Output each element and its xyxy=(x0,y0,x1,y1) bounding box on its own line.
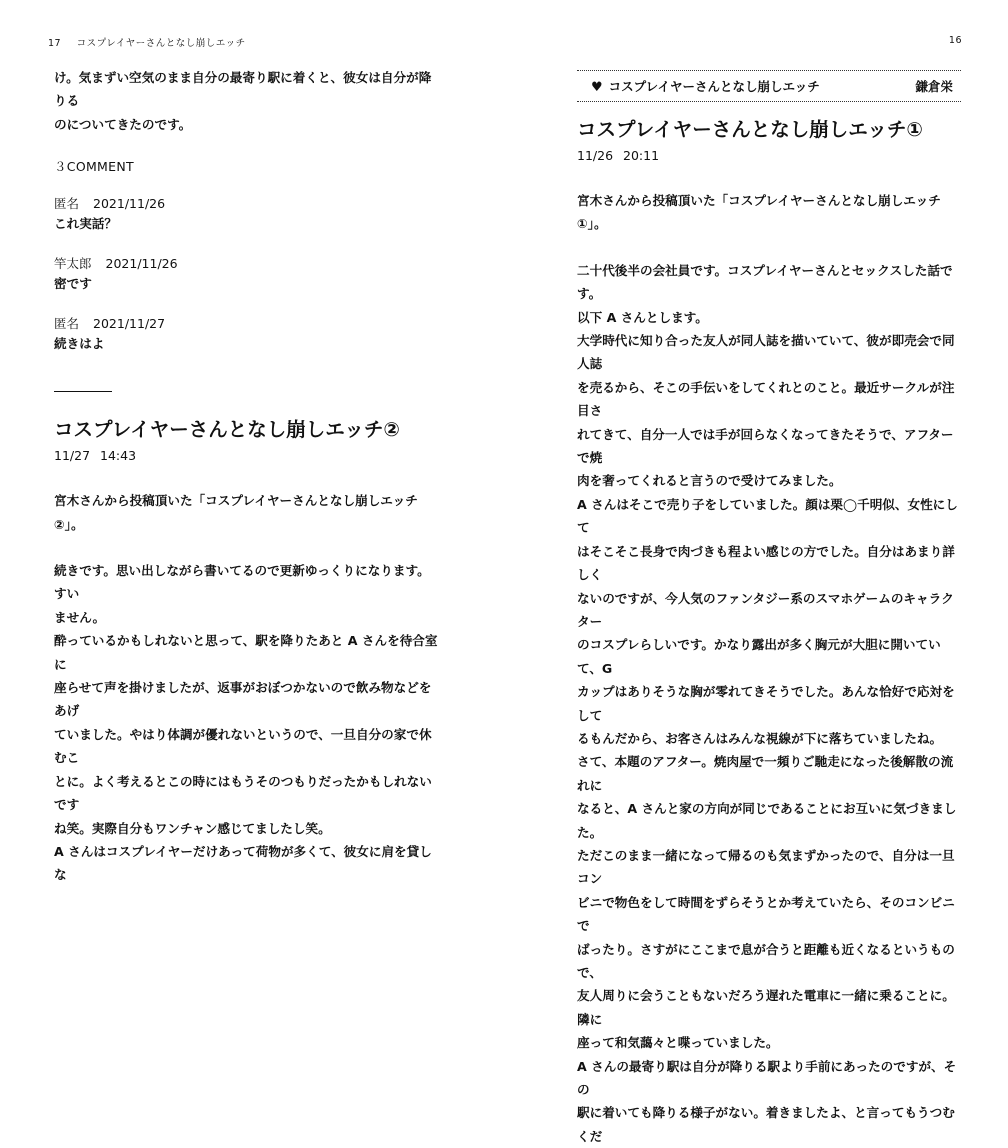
comment-text: 続きはよ xyxy=(54,336,105,352)
comment-author: 匿名 xyxy=(54,196,80,212)
post-title: コスプレイヤーさんとなし崩しエッチ② xyxy=(54,418,400,442)
body-line: 駅に着いても降りる様子がない。着きましたよ、と言ってもうつむくだ xyxy=(577,1105,955,1144)
comment-date: 2021/11/26 xyxy=(105,256,178,272)
comment-text: 密です xyxy=(54,276,92,292)
body-line: ていました。やはり体調が優れないというので、一旦自分の家で休むこ xyxy=(54,726,432,766)
banner-title: コスプレイヤーさんとなし崩しエッチ xyxy=(608,79,820,94)
right-page-number: 16 xyxy=(948,35,962,46)
body-line: れてきて、自分一人では手が回らなくなってきたそうで、アフターで焼 xyxy=(577,426,954,466)
blog-banner xyxy=(577,70,961,102)
left-page-number: 17 xyxy=(48,38,62,49)
post-lead: 宮木さんから投稿頂いた「コスプレイヤーさんとなし崩しエッチ②」。 xyxy=(54,493,418,532)
comment-meta xyxy=(54,315,438,333)
body-line: ないのですが、今人気のファンタジー系のスマホゲームのキャラクター xyxy=(577,590,954,629)
comment-text: これ実話？ xyxy=(54,216,117,232)
section-divider xyxy=(54,391,112,392)
comment-meta xyxy=(54,195,438,213)
post-date: 11/27 xyxy=(54,448,91,464)
left-column xyxy=(54,66,438,887)
comment-author: 匿名 xyxy=(54,316,80,332)
body-line: 以下 A さんとします。 xyxy=(577,309,708,325)
body-line: A さんはコスプレイヤーだけあって荷物が多くて、彼女に肩を貸しな xyxy=(54,843,432,883)
comment-date: 2021/11/27 xyxy=(93,316,166,332)
comment-date: 2021/11/26 xyxy=(93,196,166,212)
body-line: ません。 xyxy=(54,609,106,625)
post-datetime xyxy=(577,146,961,166)
post-time: 14:43 xyxy=(100,448,137,464)
post-time: 20:11 xyxy=(623,148,660,163)
post-title: コスプレイヤーさんとなし崩しエッチ① xyxy=(577,118,923,141)
body-line: 座って和気藹々と喋っていました。 xyxy=(577,1035,779,1051)
body-line: るもんだから、お客さんはみんな視線が下に落ちていましたね。 xyxy=(577,730,943,746)
intro-line: け。気まずい空気のまま自分の最寄り駅に着くと、彼女は自分が降りる xyxy=(54,70,432,109)
body-line: なると、A さんと家の方向が同じであることにお互いに気づきました。 xyxy=(577,801,957,840)
body-line: 肉を奢ってくれると言うので受けてみました。 xyxy=(577,473,842,489)
body-line: 酔っているかもしれないと思って、駅を降りたあと A さんを待合室に xyxy=(54,633,438,672)
left-running-header xyxy=(48,35,246,49)
body-line: ただこのまま一緒になって帰るのも気まずかったので、自分は一旦コン xyxy=(577,847,955,887)
body-line: さて、本題のアフター。焼肉屋で一頻りご馳走になった後解散の流れに xyxy=(577,754,954,793)
comment xyxy=(54,195,438,235)
body-line: 続きです。思い出しながら書いてるので更新ゆっくりになります。すい xyxy=(54,563,430,602)
body-line: A さんの最寄り駅は自分が降りる駅より手前にあったのですが、その xyxy=(577,1058,957,1098)
comment-meta xyxy=(54,255,438,273)
heart-icon: ♥ xyxy=(591,80,603,95)
body-line: とに。よく考えるとこの時にはもうそのつもりだったかもしれないです xyxy=(54,773,432,813)
post-date: 11/26 xyxy=(577,148,614,163)
body-line: のコスプレらしいです。かなり露出が多く胸元が大胆に開いていて、G xyxy=(577,637,941,676)
banner-author: 鎌倉栄 xyxy=(915,79,953,94)
post-lead: 宮木さんから投稿頂いた「コスプレイヤーさんとなし崩しエッチ①」。 xyxy=(577,193,941,232)
comment xyxy=(54,315,438,355)
banner-title-group xyxy=(591,77,820,95)
left-page xyxy=(0,0,504,883)
body-line: 大学時代に知り合った友人が同人誌を描いていて、彼が即売会で同人誌 xyxy=(577,333,955,372)
body-line: ばったり。さすがにここまで息が合うと距離も近くなるというもので、 xyxy=(577,941,955,980)
comment-author: 竿太郎 xyxy=(54,256,92,272)
right-column xyxy=(577,66,961,1148)
left-running-title: コスプレイヤーさんとなし崩しエッチ xyxy=(76,38,246,49)
body-line: 二十代後半の会社員です。コスプレイヤーさんとセックスした話です。 xyxy=(577,262,953,302)
comment xyxy=(54,255,438,295)
body-line: を売るから、そこの手伝いをしてくれとのこと。最近サークルが注目さ xyxy=(577,379,955,419)
body-line: はそこそこ長身で肉づきも程よい感じの方でした。自分はあまり詳しく xyxy=(577,543,955,583)
post-datetime xyxy=(54,446,438,466)
comments-count-label: ３COMMENT xyxy=(54,159,134,175)
body-line: カップはありそうな胸が零れてきそうでした。あんな恰好で応対をして xyxy=(577,684,955,723)
body-line: ね笑。実際自分もワンチャン感じてましたし笑。 xyxy=(54,820,331,836)
body-line: A さんはそこで売り子をしていました。顔は栗◯千明似、女性にして xyxy=(577,496,958,536)
body-line: 座らせて声を掛けましたが、返事がおぼつかないので飲み物などをあげ xyxy=(54,680,432,719)
intro-line: のについてきたのです。 xyxy=(54,116,192,132)
body-line: 友人周りに会うこともないだろう遅れた電車に一緒に乗ることに。隣に xyxy=(577,988,955,1027)
body-line: ビニで物色をして時間をずらそうとか考えていたら、そのコンビニで xyxy=(577,894,955,934)
